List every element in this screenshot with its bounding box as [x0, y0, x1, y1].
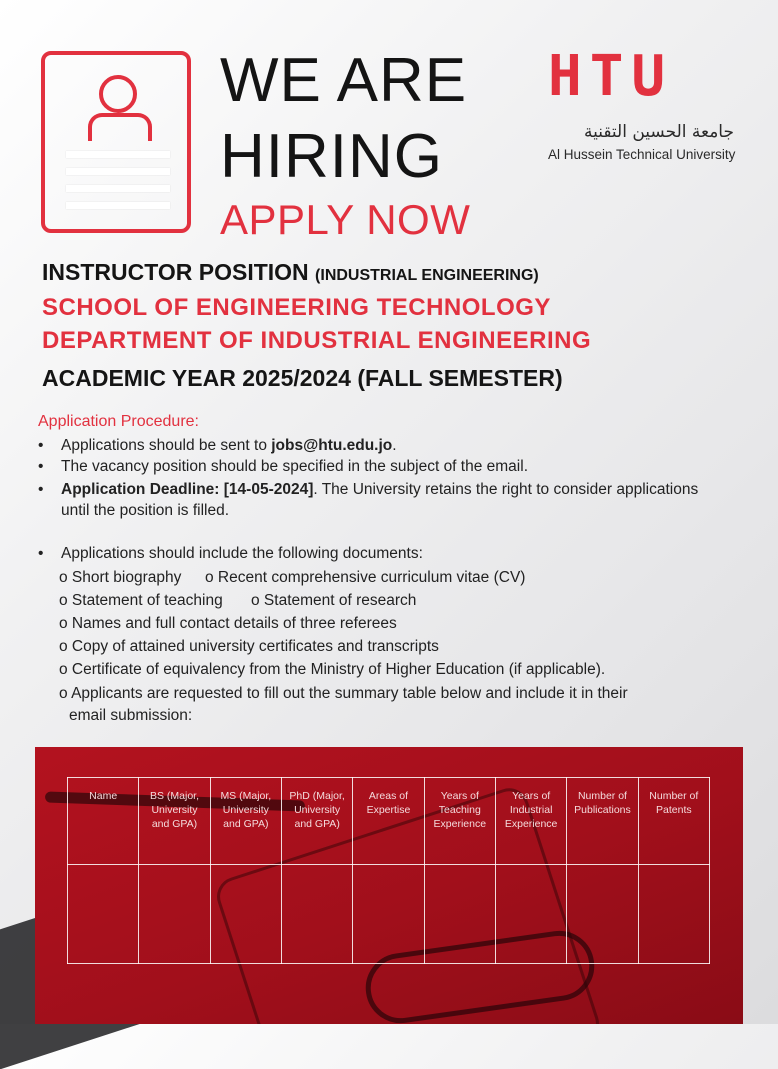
academic-year: ACADEMIC YEAR 2025/2024 (FALL SEMESTER): [42, 365, 563, 391]
profile-line: [66, 151, 170, 158]
table-cell: [281, 865, 352, 964]
profile-shoulders-shape: [88, 113, 152, 141]
doc-item: o Copy of attained university certificates and transcripts: [59, 638, 439, 655]
table-cell: [638, 865, 709, 964]
doc-item: o Statement of research: [251, 592, 417, 609]
table-cell: [353, 865, 424, 964]
table-cell: [139, 865, 210, 964]
bullet3-rest: . The University retains the right to consider applications until the position is filled.: [61, 481, 699, 519]
procedure-title: Application Procedure:: [38, 413, 199, 430]
department-name: DEPARTMENT OF INDUSTRIAL ENGINEERING: [42, 327, 592, 354]
profile-line: [66, 185, 170, 192]
profile-line: [66, 168, 170, 175]
profile-head-shape: [99, 75, 137, 113]
applicant-profile-icon: [41, 51, 191, 233]
email-link[interactable]: jobs@htu.edu.jo: [271, 437, 393, 454]
bullet1-prefix: Applications should be sent to: [61, 437, 272, 454]
logo-mark: HTU: [548, 44, 674, 109]
table-row: [68, 865, 710, 964]
table-cell: [567, 865, 638, 964]
bullet-icon: •: [38, 545, 44, 562]
table-cell: [424, 865, 495, 964]
headline-hiring: HIRING: [220, 122, 443, 191]
doc-item: o Applicants are requested to fill out the summary table below and include it in their: [59, 685, 628, 702]
doc-item: email submission:: [69, 707, 193, 724]
logo-english-name: Al Hussein Technical University: [548, 147, 736, 162]
doc-item: o Recent comprehensive curriculum vitae (CV): [205, 569, 526, 586]
col-publications: Number of Publications: [567, 778, 638, 865]
col-industrial: Years of Industrial Experience: [495, 778, 566, 865]
col-ms: MS (Major, University and GPA): [210, 778, 281, 865]
position-title-main: INSTRUCTOR POSITION: [42, 259, 309, 285]
apply-now-heading: APPLY NOW: [220, 196, 471, 243]
bullet-icon: •: [38, 458, 44, 475]
bullet1-suffix: .: [392, 437, 397, 454]
deadline-text: Application Deadline: [14-05-2024]: [61, 481, 314, 498]
headline-we-are: WE ARE: [220, 46, 468, 115]
bullet-icon: •: [38, 481, 44, 498]
logo-arabic-name: جامعة الحسين التقنية: [583, 122, 734, 142]
bullet2-text: The vacancy position should be specified in the subject of the email.: [61, 458, 528, 475]
position-title: [42, 259, 539, 286]
col-teaching: Years of Teaching Experience: [424, 778, 495, 865]
table-cell: [210, 865, 281, 964]
col-name: Name: [68, 778, 139, 865]
col-bs: BS (Major, University and GPA): [139, 778, 210, 865]
htu-logo: [548, 44, 738, 174]
bullet4-text: Applications should include the following documents:: [61, 545, 423, 562]
table-cell: [68, 865, 139, 964]
summary-table: [67, 777, 710, 964]
doc-item: o Certificate of equivalency from the Ministry of Higher Education (if applicable).: [59, 661, 606, 678]
doc-item: o Statement of teaching: [59, 592, 223, 609]
profile-line: [66, 202, 170, 209]
doc-item: o Short biography: [59, 569, 182, 586]
school-name: SCHOOL OF ENGINEERING TECHNOLOGY: [42, 294, 551, 321]
col-phd: PhD (Major, University and GPA): [281, 778, 352, 865]
table-header-row: [68, 778, 710, 865]
bullet-icon: •: [38, 437, 44, 454]
table-cell: [495, 865, 566, 964]
doc-item: o Names and full contact details of three referees: [59, 615, 397, 632]
col-patents: Number of Patents: [638, 778, 709, 865]
position-title-specialty: (INDUSTRIAL ENGINEERING): [315, 267, 539, 284]
col-expertise: Areas of Expertise: [353, 778, 424, 865]
